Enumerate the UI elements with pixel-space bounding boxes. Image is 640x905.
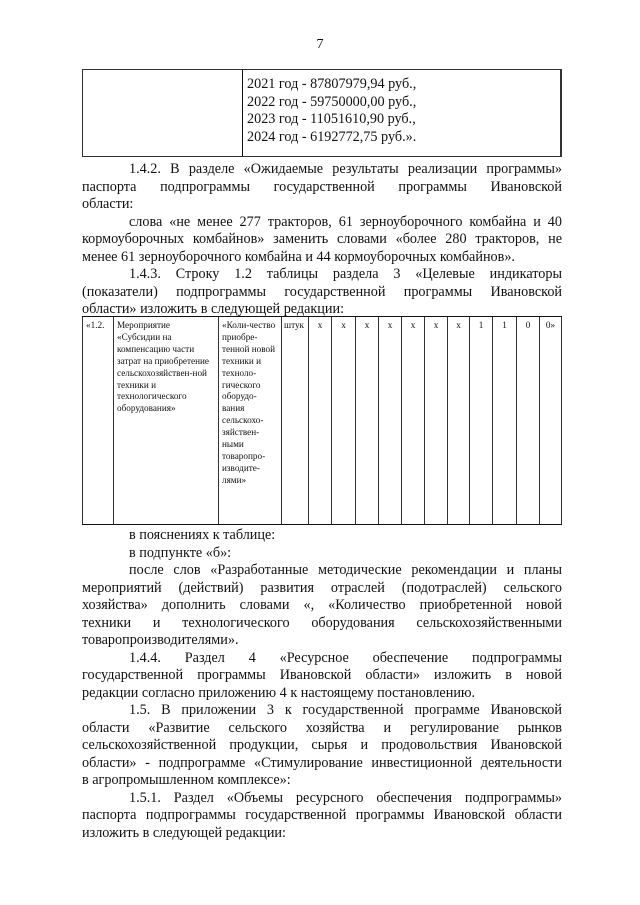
paragraph-1-5-1-line: 1.5.1. Раздел «Объемы ресурсного обеспечения подпрограммы» bbox=[129, 790, 562, 806]
cell-value: х bbox=[401, 317, 424, 524]
cell-value: х bbox=[424, 317, 447, 524]
funding-line-2021: 2021 год - 87807979,94 руб., bbox=[247, 76, 417, 92]
cell-value: х bbox=[308, 317, 331, 524]
cell-value: 1 bbox=[469, 317, 492, 524]
funding-line-2023: 2023 год - 11051610,90 руб., bbox=[247, 111, 416, 127]
paragraph-1-5-1-line: паспорта подпрограммы государственной программы Ивановской области bbox=[82, 807, 562, 823]
paragraph-1-5-line: области «Развитие сельского хозяйства и регулирование рынков bbox=[82, 720, 562, 736]
paragraph-1-5-line: сельскохозяйственной продукции, сырья и продовольствия Ивановской bbox=[82, 737, 562, 753]
cell-value: 1 bbox=[492, 317, 516, 524]
after-words-line: техники и технологического оборудования сельскохозяйственными bbox=[82, 615, 562, 631]
paragraph-1-4-4-line: редакции согласно приложению 4 к настоящему постановлению. bbox=[82, 685, 476, 701]
cell-indicator: «Коли-чество приобре-тенной новой техники и техноло-гического оборудо-вания сельскохо-зяйствен-ными товаропро-изводите-лями» bbox=[218, 317, 281, 524]
page-number: 7 bbox=[316, 37, 324, 52]
funding-table bbox=[82, 69, 562, 157]
words-replacement-line: слова «не менее 277 тракторов, 61 зерноуборочного комбайна и 40 bbox=[129, 214, 562, 230]
paragraph-1-4-2-line: паспорта подпрограммы государственной программы Ивановской bbox=[82, 179, 562, 195]
paragraph-1-4-3-line: 1.4.3. Строку 1.2 таблицы раздела 3 «Целевые индикаторы bbox=[129, 266, 562, 282]
after-words-line: мероприятий (действий) развития отраслей (подотраслей) сельского bbox=[82, 580, 562, 596]
paragraph-1-5-1-line: изложить в следующей редакции: bbox=[82, 825, 286, 841]
paragraph-1-5-line: в агропромышленном комплексе»: bbox=[82, 772, 291, 788]
cell-number: «1.2. bbox=[82, 317, 113, 524]
funding-line-2022: 2022 год - 59750000,00 руб., bbox=[247, 93, 417, 110]
funding-line-2024: 2024 год - 6192772,75 руб.». bbox=[247, 128, 417, 145]
paragraph-1-4-2-line: 1.4.2. В разделе «Ожидаемые результаты реализации программы» bbox=[129, 161, 562, 177]
cell-event: Мероприятие «Субсидии на компенсацию части затрат на приобретение сельскохозяйствен-ной техники и технологического оборудования» bbox=[113, 317, 218, 524]
paragraph-1-4-3-line: (показатели) подпрограммы государственной программы Ивановской bbox=[82, 284, 562, 300]
after-words-line: хозяйства» дополнить словами «, «Количество приобретенной новой bbox=[82, 597, 562, 613]
cell-value: 0» bbox=[539, 317, 562, 524]
words-replacement-line: менее 61 зерноуборочного комбайна и 44 кормоуборочных комбайнов». bbox=[82, 249, 515, 265]
words-replacement-line: кормоуборочных комбайнов» заменить словами «более 280 тракторов, не bbox=[82, 231, 562, 247]
explanations-line: в пояснениях к таблице: bbox=[129, 527, 276, 543]
paragraph-1-5-line: области» - подпрограмме «Стимулирование инвестиционной деятельности bbox=[82, 755, 562, 771]
paragraph-1-4-3-line: области» изложить в следующей редакции: bbox=[82, 301, 345, 317]
cell-value: х bbox=[378, 317, 401, 524]
paragraph-1-4-4-line: 1.4.4. Раздел 4 «Ресурсное обеспечение подпрограммы bbox=[129, 650, 562, 666]
cell-value: х bbox=[331, 317, 355, 524]
paragraph-1-4-4-line: государственной программы Ивановской области» изложить в новой bbox=[82, 667, 562, 683]
after-words-line: после слов «Разработанные методические рекомендации и планы bbox=[129, 562, 562, 578]
cell-value: х bbox=[447, 317, 469, 524]
explanations-line: в подпункте «б»: bbox=[129, 545, 232, 561]
paragraph-1-4-2-line: области: bbox=[82, 196, 134, 212]
after-words-line: товаропроизводителями». bbox=[82, 632, 239, 648]
indicator-table bbox=[82, 316, 562, 525]
funding-cell bbox=[247, 76, 416, 146]
cell-value: 0 bbox=[516, 317, 539, 524]
paragraph-1-5-line: 1.5. В приложении 3 к государственной программе Ивановской bbox=[129, 702, 562, 718]
cell-unit: штук bbox=[281, 317, 308, 524]
table-divider bbox=[242, 70, 243, 156]
cell-value: х bbox=[355, 317, 378, 524]
